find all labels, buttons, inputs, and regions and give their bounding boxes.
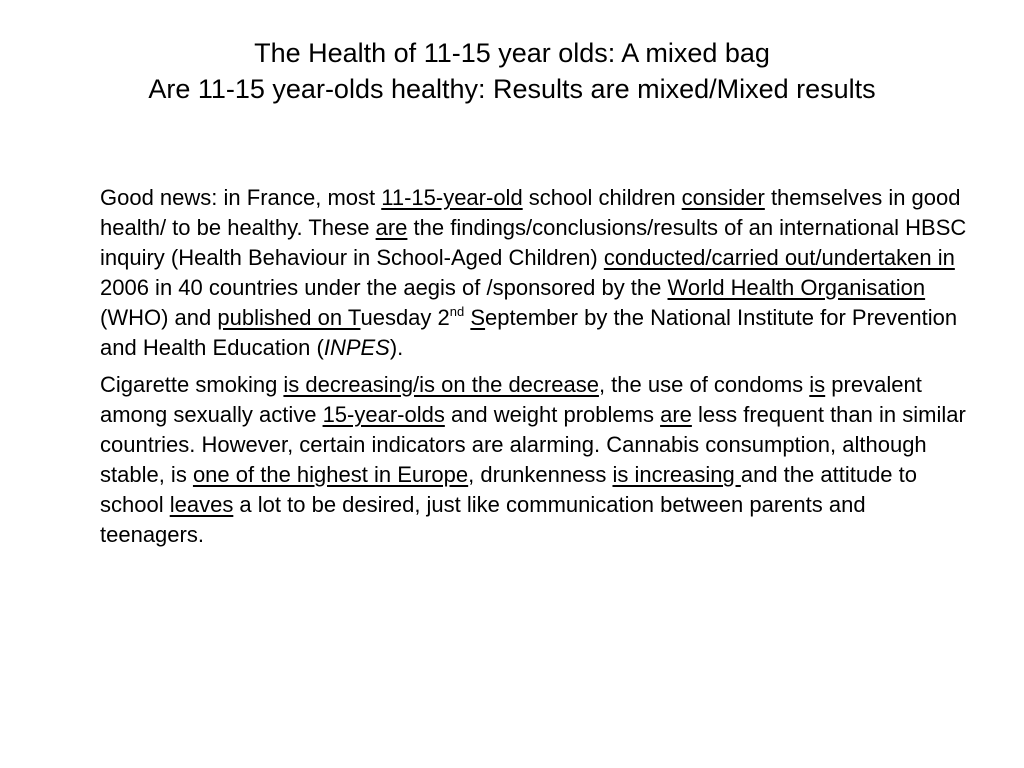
underlined-text: published on T [217,305,361,330]
italic-text: INPES [323,335,390,360]
text-span: and the attitude to school [100,462,917,517]
underlined-text: is increasing [612,462,741,487]
text-span: a lot to be desired, just like communication between parents and teenagers. [100,492,866,547]
title-line-1: The Health of 11-15 year olds: A mixed bag [254,38,770,68]
text-span: the findings/conclusions/results of an international HBSC inquiry (Health Behaviour in School-Aged Children) [100,215,967,270]
underlined-text: World Health Organisation [667,275,926,300]
slide-body [100,183,970,557]
underlined-text: is [809,372,826,397]
underlined-text: 11-15-year-old [381,185,523,210]
text-span: 2006 in 40 countries under the aegis of /sponsored by the [100,275,668,300]
underlined-text: is decreasing/is on the decrease [283,372,599,397]
underlined-text: conducted/carried out/undertaken in [603,245,955,270]
underlined-text: S [470,305,486,330]
text-span: , the use of condoms [598,372,810,397]
text-span: prevalent among sexually active [100,372,922,427]
underlined-text: are [375,215,408,240]
text-span: (WHO) and [100,305,218,330]
text-span: themselves in good health/ to be healthy. These [100,185,961,240]
text-span: , drunkenness [468,462,613,487]
underlined-text: one of the highest in Europe [192,462,469,487]
text-span: school children [522,185,682,210]
text-span: less frequent than in similar countries. However, certain indicators are alarming. Cannabis consumption, although stable, is [100,402,966,487]
paragraph-indicators [100,370,970,550]
paragraph-good-news [100,183,970,363]
text-span: uesday 2 [360,305,450,330]
text-span: Cigarette smoking [100,372,284,397]
text-span: and weight problems [444,402,661,427]
underlined-text: are [660,402,692,427]
underlined-text: leaves [169,492,234,517]
text-span: eptember by the National Institute for Prevention and Health Education ( [100,305,958,360]
slide-title [40,35,984,107]
text-span: Good news: in France, most [100,185,382,210]
text-span: ). [389,335,404,360]
title-line-2: Are 11-15 year-olds healthy: Results are mixed/Mixed results [148,74,876,104]
underlined-text: consider [681,185,765,210]
ordinal-suffix: nd [449,304,465,319]
underlined-text: 15-year-olds [322,402,445,427]
